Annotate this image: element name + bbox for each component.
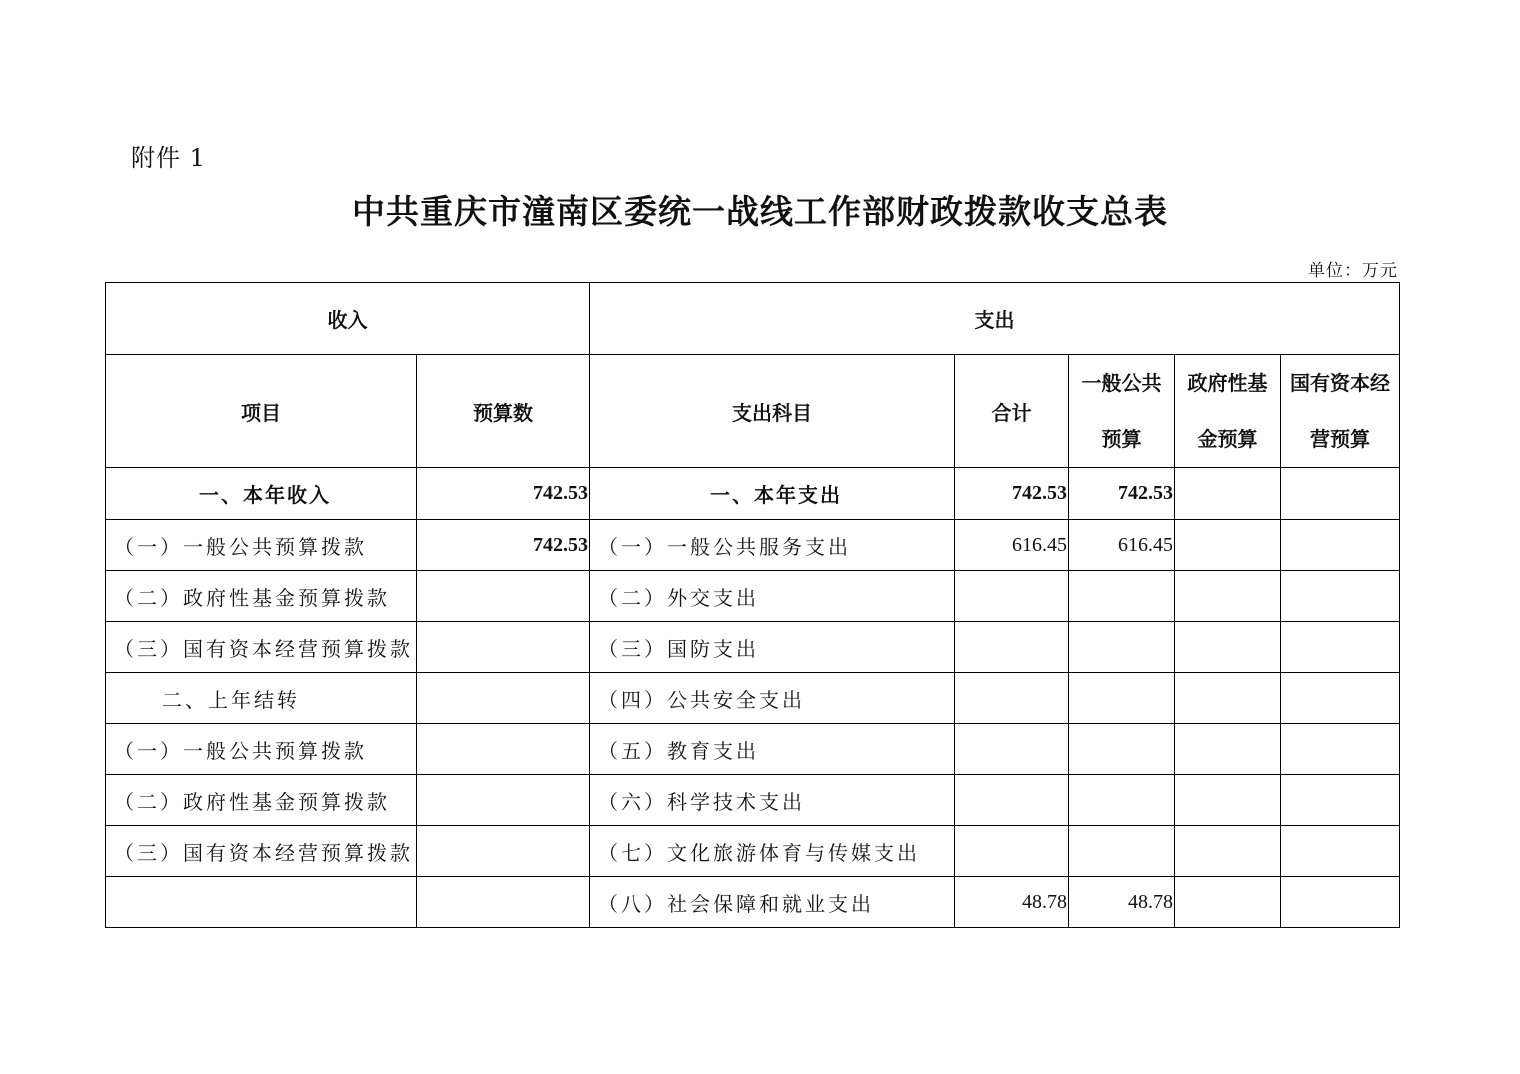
row-total: [955, 724, 1069, 775]
column-header-row: [106, 355, 1400, 468]
budget-table: [105, 282, 1400, 928]
attachment-label: 附件 1: [131, 144, 206, 172]
col-header-state-line1: 国有资本经: [1290, 371, 1391, 395]
row-fund: [1175, 724, 1281, 775]
row-item: （一）一般公共预算拨款: [106, 520, 417, 571]
row-general: [1069, 673, 1175, 724]
col-header-state-line2: 营预算: [1310, 427, 1371, 451]
row-general: 48.78: [1069, 877, 1175, 928]
row-fund: [1175, 571, 1281, 622]
row-fund: [1175, 520, 1281, 571]
row-total: [955, 622, 1069, 673]
row-item: （二）政府性基金预算拨款: [106, 571, 417, 622]
table-row: [106, 775, 1400, 826]
table-row: [106, 877, 1400, 928]
row-general: 742.53: [1069, 468, 1175, 520]
row-subject: （一）一般公共服务支出: [590, 520, 955, 571]
table-row: [106, 622, 1400, 673]
col-header-fund: [1175, 355, 1281, 468]
row-fund: [1175, 468, 1281, 520]
row-item: （三）国有资本经营预算拨款: [106, 826, 417, 877]
row-total: [955, 571, 1069, 622]
row-state: [1281, 775, 1400, 826]
group-header-row: [106, 283, 1400, 355]
row-subject: （三）国防支出: [590, 622, 955, 673]
row-state: [1281, 622, 1400, 673]
row-fund: [1175, 622, 1281, 673]
col-header-subject: 支出科目: [590, 355, 955, 468]
row-subject: （八）社会保障和就业支出: [590, 877, 955, 928]
unit-label: 单位：万元: [1308, 261, 1398, 281]
table-row: [106, 673, 1400, 724]
row-subject: （二）外交支出: [590, 571, 955, 622]
col-header-general: [1069, 355, 1175, 468]
row-state: [1281, 520, 1400, 571]
row-budget: [417, 877, 590, 928]
row-item: 一、本年收入: [106, 468, 417, 520]
col-header-fund-line1: 政府性基: [1187, 371, 1268, 395]
row-state: [1281, 673, 1400, 724]
col-header-item: 项目: [106, 355, 417, 468]
row-state: [1281, 468, 1400, 520]
table-row: [106, 571, 1400, 622]
row-fund: [1175, 775, 1281, 826]
row-budget: [417, 826, 590, 877]
row-fund: [1175, 673, 1281, 724]
row-budget: 742.53: [417, 468, 590, 520]
row-subject: （五）教育支出: [590, 724, 955, 775]
col-header-general-line1: 一般公共: [1081, 371, 1162, 395]
row-general: 616.45: [1069, 520, 1175, 571]
col-header-state: [1281, 355, 1400, 468]
page-title: 中共重庆市潼南区委统一战线工作部财政拨款收支总表: [352, 192, 1168, 231]
row-budget: [417, 673, 590, 724]
col-header-total: 合计: [955, 355, 1069, 468]
col-header-fund-line2: 金预算: [1197, 427, 1258, 451]
row-general: [1069, 775, 1175, 826]
row-general: [1069, 826, 1175, 877]
row-budget: [417, 724, 590, 775]
row-subject: （七）文化旅游体育与传媒支出: [590, 826, 955, 877]
row-item: （三）国有资本经营预算拨款: [106, 622, 417, 673]
row-budget: [417, 775, 590, 826]
table-row: [106, 826, 1400, 877]
col-header-general-line2: 预算: [1101, 427, 1142, 451]
row-item: [106, 877, 417, 928]
row-fund: [1175, 826, 1281, 877]
row-item: 二、上年结转: [106, 673, 417, 724]
row-subject: （六）科学技术支出: [590, 775, 955, 826]
row-item: （二）政府性基金预算拨款: [106, 775, 417, 826]
row-state: [1281, 826, 1400, 877]
row-state: [1281, 724, 1400, 775]
row-total: 742.53: [955, 468, 1069, 520]
col-header-budget: 预算数: [417, 355, 590, 468]
row-total: [955, 826, 1069, 877]
table-row: [106, 520, 1400, 571]
row-state: [1281, 571, 1400, 622]
row-fund: [1175, 877, 1281, 928]
income-group-header: 收入: [106, 283, 590, 355]
row-subject: （四）公共安全支出: [590, 673, 955, 724]
row-general: [1069, 622, 1175, 673]
row-budget: [417, 622, 590, 673]
row-total: [955, 775, 1069, 826]
row-state: [1281, 877, 1400, 928]
table-row: [106, 468, 1400, 520]
row-general: [1069, 724, 1175, 775]
row-total: 616.45: [955, 520, 1069, 571]
row-budget: 742.53: [417, 520, 590, 571]
row-general: [1069, 571, 1175, 622]
row-item: （一）一般公共预算拨款: [106, 724, 417, 775]
expense-group-header: 支出: [590, 283, 1400, 355]
row-total: [955, 673, 1069, 724]
row-subject: 一、本年支出: [590, 468, 955, 520]
row-total: 48.78: [955, 877, 1069, 928]
row-budget: [417, 571, 590, 622]
table-row: [106, 724, 1400, 775]
